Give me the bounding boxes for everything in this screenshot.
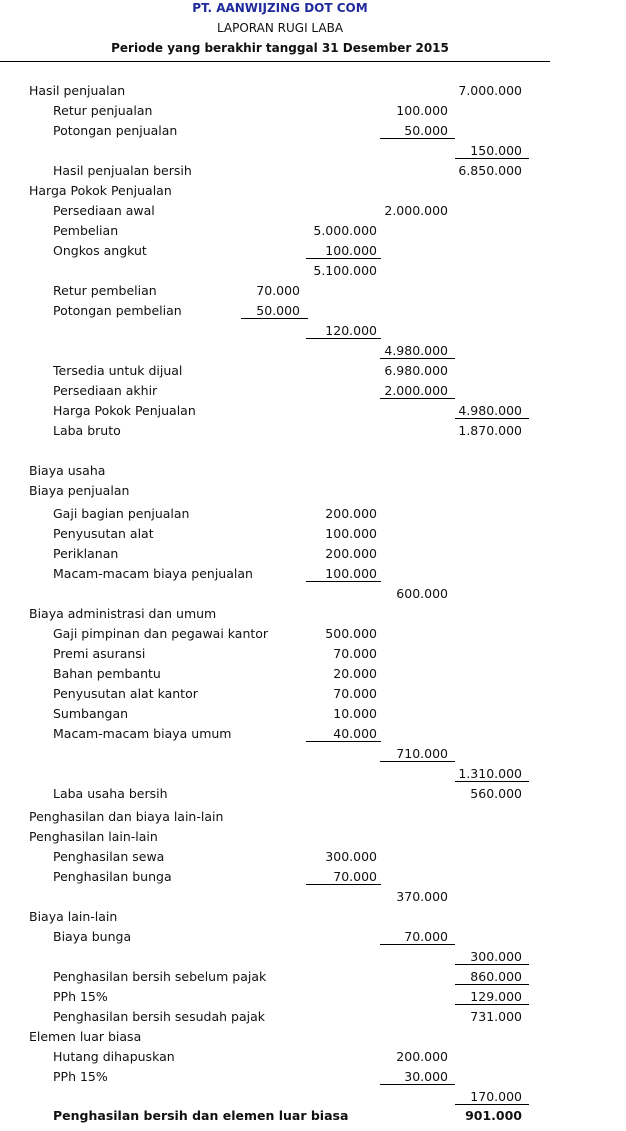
row-label: Penyusutan alat [53,526,154,541]
subtotal-rule [380,761,455,762]
subtotal-rule [241,318,308,319]
row-label: Gaji pimpinan dan pegawai kantor [53,626,269,641]
statement-row [0,849,626,867]
amount-c2: 300.000 [325,849,377,864]
subtotal-rule [455,418,529,419]
row-label: Bahan pembantu [53,666,161,681]
subtotal-rule [380,944,455,945]
amount-c2: 100.000 [325,566,377,581]
amount-c2: 100.000 [325,243,377,258]
subtotal-rule [455,781,529,782]
row-label: Laba usaha bersih [53,786,168,801]
row-label: Penghasilan bersih sebelum pajak [53,969,267,984]
subtotal-rule [380,398,455,399]
row-label: Biaya administrasi dan umum [29,606,217,621]
row-label: Harga Pokok Penjualan [53,403,196,418]
row-label: Sumbangan [53,706,129,721]
row-label: Persediaan awal [53,203,155,218]
statement-row [0,829,626,847]
amount-c3: 6.980.000 [384,363,448,378]
amount-c3: 370.000 [396,889,448,904]
row-label: Macam-macam biaya penjualan [53,566,253,581]
row-label: Penghasilan bunga [53,869,172,884]
statement-row [0,1049,626,1067]
statement-row [0,423,626,441]
statement-row [0,526,626,544]
subtotal-rule [380,358,455,359]
subtotal-rule [455,1004,529,1005]
statement-row [0,666,626,684]
statement-row [0,606,626,624]
row-label: Macam-macam biaya umum [53,726,232,741]
row-label: Tersedia untuk dijual [53,363,183,378]
row-label: Biaya lain-lain [29,909,118,924]
statement-row [0,123,626,141]
statement-row [0,506,626,524]
amount-c4: 731.000 [470,1009,522,1024]
amount-c4: 1.310.000 [458,766,522,781]
amount-c2: 120.000 [325,323,377,338]
statement-row [0,83,626,101]
statement-row [0,766,626,784]
statement-row [0,403,626,421]
row-label: Hutang dihapuskan [53,1049,175,1064]
subtotal-rule [455,158,529,159]
amount-c2: 10.000 [333,706,377,721]
company-name: PT. AANWIJZING DOT COM [192,1,368,15]
row-label: Biaya penjualan [29,483,130,498]
row-label: Ongkos angkut [53,243,147,258]
row-label: Potongan penjualan [53,123,178,138]
statement-row [0,303,626,321]
statement-row [0,163,626,181]
amount-c3: 600.000 [396,586,448,601]
subtotal-rule [306,258,381,259]
row-label: Biaya bunga [53,929,132,944]
row-label: Retur penjualan [53,103,153,118]
statement-row [0,546,626,564]
amount-c2: 70.000 [333,686,377,701]
row-label: Persediaan akhir [53,383,158,398]
statement-row [0,363,626,381]
amount-c3: 2.000.000 [384,203,448,218]
row-label: Hasil penjualan [29,83,126,98]
row-label: Penghasilan bersih dan elemen luar biasa [53,1108,349,1123]
amount-c3: 2.000.000 [384,383,448,398]
subtotal-rule [380,138,455,139]
statement-row [0,909,626,927]
row-label: Potongan pembelian [53,303,182,318]
statement-row [0,463,626,481]
amount-c2: 200.000 [325,506,377,521]
amount-c3: 710.000 [396,746,448,761]
subtotal-rule [306,581,381,582]
statement-row [0,929,626,947]
amount-c4: 150.000 [470,143,522,158]
amount-c3: 100.000 [396,103,448,118]
statement-row [0,746,626,764]
statement-row [0,809,626,827]
statement-row [0,626,626,644]
amount-c2: 200.000 [325,546,377,561]
amount-c4: 6.850.000 [458,163,522,178]
row-label: Harga Pokok Penjualan [29,183,172,198]
subtotal-rule [306,884,381,885]
statement-row [0,1069,626,1087]
subtotal-rule [455,1104,529,1105]
statement-row [0,383,626,401]
subtotal-rule [455,964,529,965]
statement-row [0,586,626,604]
amount-c2: 70.000 [333,869,377,884]
statement-row [0,1009,626,1027]
amount-c2: 20.000 [333,666,377,681]
row-label: Gaji bagian penjualan [53,506,190,521]
statement-row [0,223,626,241]
row-label: Penghasilan lain-lain [29,829,158,844]
amount-c2: 40.000 [333,726,377,741]
amount-c3: 30.000 [404,1069,448,1084]
amount-c2: 500.000 [325,626,377,641]
row-label: Penghasilan bersih sesudah pajak [53,1009,265,1024]
subtotal-rule [306,338,381,339]
amount-c1: 50.000 [256,303,300,318]
amount-c4: 901.000 [465,1108,522,1123]
report-title: LAPORAN RUGI LABA [216,21,344,35]
amount-c2: 70.000 [333,646,377,661]
statement-row [0,889,626,907]
amount-c4: 300.000 [470,949,522,964]
statement-row [0,183,626,201]
subtotal-rule [306,741,381,742]
row-label: PPh 15% [53,989,108,1004]
row-label: Biaya usaha [29,463,106,478]
amount-c2: 5.000.000 [313,223,377,238]
amount-c3: 4.980.000 [384,343,448,358]
amount-c4: 7.000.000 [458,83,522,98]
amount-c4: 560.000 [470,786,522,801]
amount-c4: 129.000 [470,989,522,1004]
statement-row [0,483,626,501]
header-divider [0,61,550,62]
row-label: Laba bruto [53,423,121,438]
amount-c4: 4.980.000 [458,403,522,418]
amount-c3: 200.000 [396,1049,448,1064]
row-label: Hasil penjualan bersih [53,163,192,178]
row-label: PPh 15% [53,1069,108,1084]
statement-row [0,989,626,1007]
statement-row [0,283,626,301]
statement-row [0,1108,626,1126]
statement-row [0,143,626,161]
row-label: Penyusutan alat kantor [53,686,198,701]
row-label: Penghasilan dan biaya lain-lain [29,809,224,824]
statement-row [0,646,626,664]
statement-row [0,786,626,804]
row-label: Retur pembelian [53,283,157,298]
row-label: Elemen luar biasa [29,1029,142,1044]
amount-c3: 70.000 [404,929,448,944]
amount-c2: 5.100.000 [313,263,377,278]
amount-c4: 1.870.000 [458,423,522,438]
amount-c1: 70.000 [256,283,300,298]
amount-c2: 100.000 [325,526,377,541]
statement-row [0,203,626,221]
statement-row [0,706,626,724]
row-label: Pembelian [53,223,119,238]
statement-row [0,343,626,361]
statement-row [0,686,626,704]
statement-row [0,1029,626,1047]
subtotal-rule [380,1084,455,1085]
amount-c4: 170.000 [470,1089,522,1104]
row-label: Periklanan [53,546,119,561]
statement-row [0,969,626,987]
statement-row [0,949,626,967]
statement-row [0,263,626,281]
amount-c3: 50.000 [404,123,448,138]
row-label: Premi asuransi [53,646,146,661]
statement-row [0,1089,626,1107]
subtotal-rule [455,984,529,985]
row-label: Penghasilan sewa [53,849,165,864]
amount-c4: 860.000 [470,969,522,984]
statement-row [0,103,626,121]
report-period: Periode yang berakhir tanggal 31 Desember 2015 [111,41,449,55]
